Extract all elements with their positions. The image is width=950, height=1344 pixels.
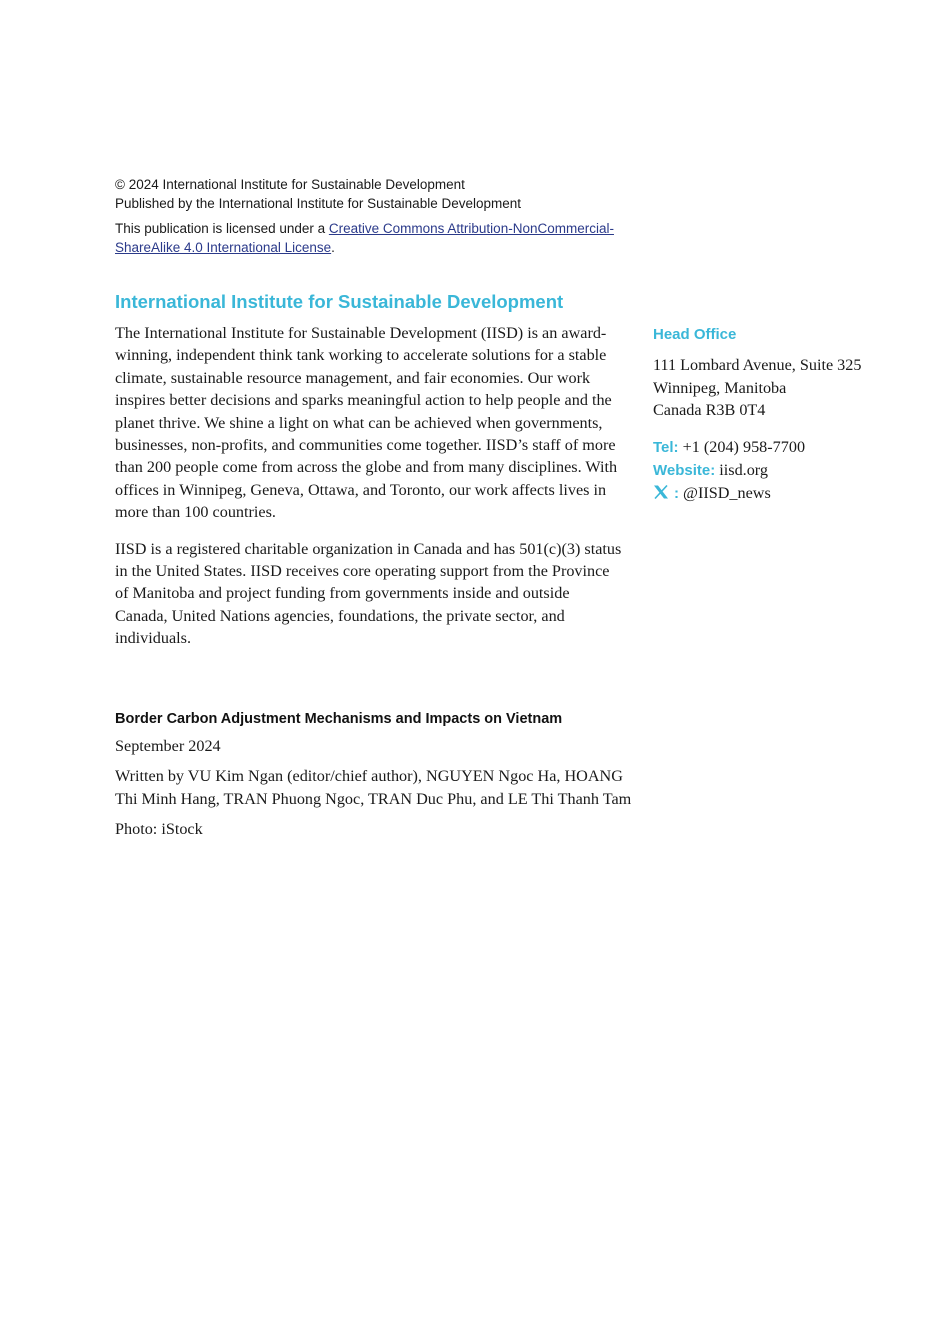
org-paragraph-2: IISD is a registered charitable organization in Canada and has 501(c)(3) status in the United States. IISD receives core operating support from the Province of Manitoba and project funding from governments inside and outside Canada, United Nations agencies, foundations, the private sector, and individuals. xyxy=(115,539,622,648)
tel-value[interactable]: +1 (204) 958-7700 xyxy=(682,437,806,456)
address xyxy=(653,354,913,421)
tel-row xyxy=(653,436,913,459)
license-prefix: This publication is licensed under a xyxy=(115,221,329,236)
publication-title: Border Carbon Adjustment Mechanisms and Impacts on Vietnam xyxy=(115,711,563,727)
org-paragraph-1: The International Institute for Sustainable Development (IISD) is an award-winning, independent think tank working to accelerate solutions for a stable climate, sustainable resource management, and fair economies. Our work inspires better decisions and sparks meaningful action to help people and the planet thrive. We shine a light on what can be achieved when governments, businesses, non-profits, and communities come together. IISD’s staff of more than 200 people come from across the globe and from many disciplines. With offices in Winnipeg, Geneva, Ottawa, and Toronto, our work affects lives in more than 100 countries. xyxy=(115,324,618,522)
publication-info xyxy=(115,711,635,849)
publication-authors: Written by VU Kim Ngan (editor/chief author), NGUYEN Ngoc Ha, HOANG Thi Minh Hang, TRAN Phuong Ngoc, TRAN Duc Phu, and LE Thi Thanh Tam xyxy=(115,767,632,808)
copyright-block xyxy=(115,175,635,257)
address-line-3: Canada R3B 0T4 xyxy=(653,401,766,420)
org-description xyxy=(115,322,625,664)
license-link[interactable]: Creative Commons Attribution-NonCommercial-ShareAlike 4.0 International License xyxy=(115,221,614,255)
org-title: International Institute for Sustainable Development xyxy=(115,291,564,312)
publication-date: September 2024 xyxy=(115,737,221,755)
head-office-heading: Head Office xyxy=(653,326,737,343)
website-value[interactable]: iisd.org xyxy=(719,461,769,480)
website-label: Website: xyxy=(653,462,716,480)
license-statement xyxy=(115,219,635,257)
address-line-1: 111 Lombard Avenue, Suite 325 xyxy=(653,356,862,375)
x-label: : xyxy=(674,485,679,503)
photo-credit: Photo: iStock xyxy=(115,820,203,839)
copyright-line: © 2024 International Institute for Sustainable Development xyxy=(115,177,465,192)
x-row xyxy=(653,482,913,505)
tel-label: Tel: xyxy=(653,438,679,456)
address-line-2: Winnipeg, Manitoba xyxy=(653,378,787,397)
head-office-block xyxy=(653,324,913,506)
website-row xyxy=(653,459,913,482)
license-suffix: . xyxy=(331,240,335,255)
publisher-line: Published by the International Institute for Sustainable Development xyxy=(115,196,522,211)
x-logo-icon xyxy=(653,485,669,499)
x-handle[interactable]: @IISD_news xyxy=(683,484,771,503)
